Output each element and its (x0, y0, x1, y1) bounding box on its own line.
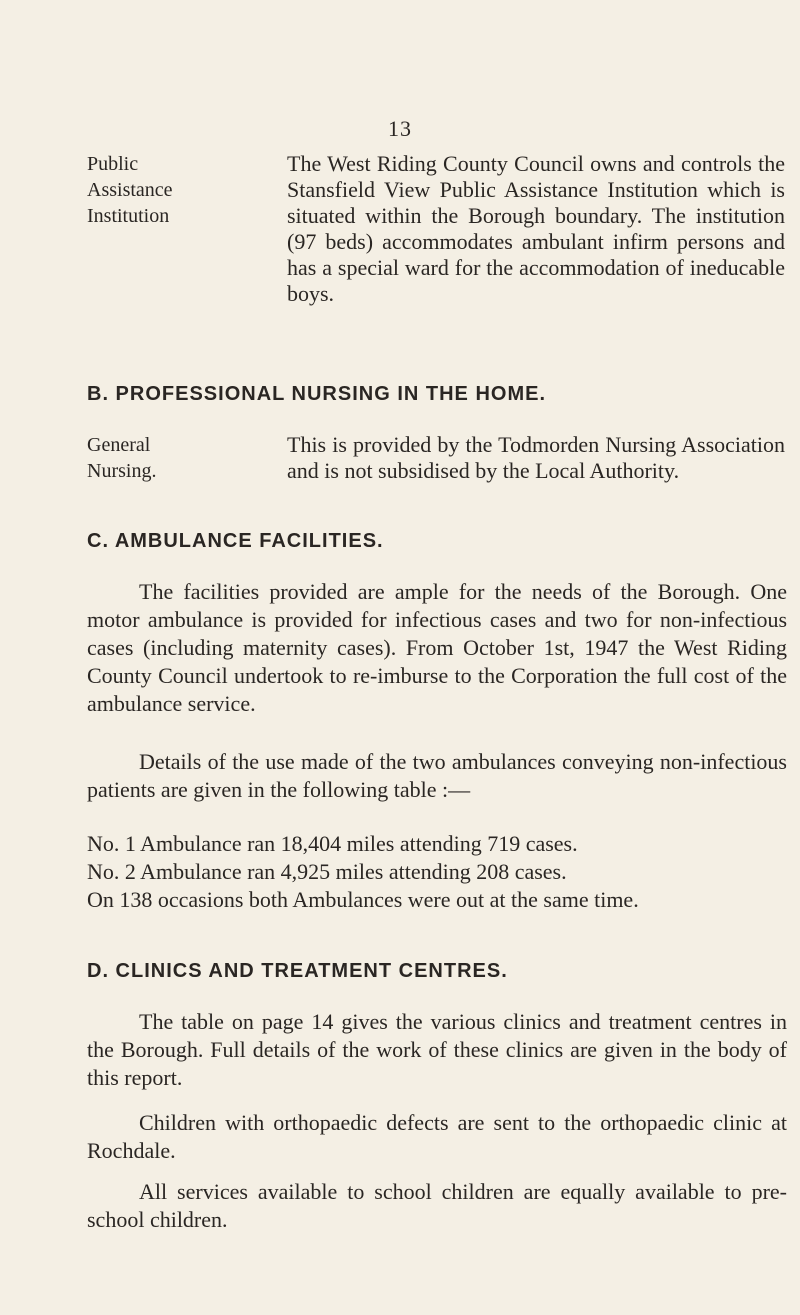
margin-label-line: Institution (87, 205, 170, 227)
margin-label-line: Public (87, 153, 139, 175)
clinics-paragraph-2: Children with orthopaedic defects are sent to the orthopaedic clinic at Rochdale. (87, 1110, 787, 1163)
margin-label-public-assistance (87, 151, 227, 229)
margin-label-general-nursing (87, 432, 227, 484)
ambulance-paragraph-2: Details of the use made of the two ambulances conveying non-infectious patients are given in the following table :— (87, 749, 787, 802)
margin-label-line: Nursing. (87, 460, 157, 482)
ambulance-paragraph-1: The facilities provided are ample for the needs of the Borough. One motor ambulance is provided for infectious cases and two for non-infectious cases (including maternity cases). From October 1st, 1947 the West Riding County Council undertook to re-imburse to the Corporation the full cost of the ambulance service. (87, 579, 787, 716)
public-assistance-text: The West Riding County Council owns and controls the Stansfield View Public Assistance Institution which is situated within the Borough boundary. The institution (97 beds) accommodates ambulant infirm persons and has a special ward for the accommodation of ineducable boys. (287, 151, 785, 306)
ambulance-usage-line: No. 1 Ambulance ran 18,404 miles attending 719 cases. (87, 831, 578, 856)
ambulance-usage-line: On 138 occasions both Ambulances were out at the same time. (87, 887, 639, 912)
clinics-paragraph-1: The table on page 14 gives the various clinics and treatment centres in the Borough. Full details of the work of these clinics are given in the body of this report. (87, 1009, 787, 1090)
heading-ambulance-facilities: C. AMBULANCE FACILITIES. (87, 530, 384, 552)
general-nursing-text: This is provided by the Todmorden Nursing Association and is not subsidised by the Local Authority. (287, 432, 785, 483)
margin-label-line: General (87, 434, 151, 456)
ambulance-usage-table (87, 830, 787, 914)
margin-label-line: Assistance (87, 179, 173, 201)
page-number: 13 (388, 116, 412, 141)
heading-clinics: D. CLINICS AND TREATMENT CENTRES. (87, 960, 508, 982)
ambulance-usage-line: No. 2 Ambulance ran 4,925 miles attending 208 cases. (87, 859, 567, 884)
clinics-paragraph-3: All services available to school children are equally available to pre-school children. (87, 1179, 787, 1232)
heading-professional-nursing: B. PROFESSIONAL NURSING IN THE HOME. (87, 383, 546, 405)
